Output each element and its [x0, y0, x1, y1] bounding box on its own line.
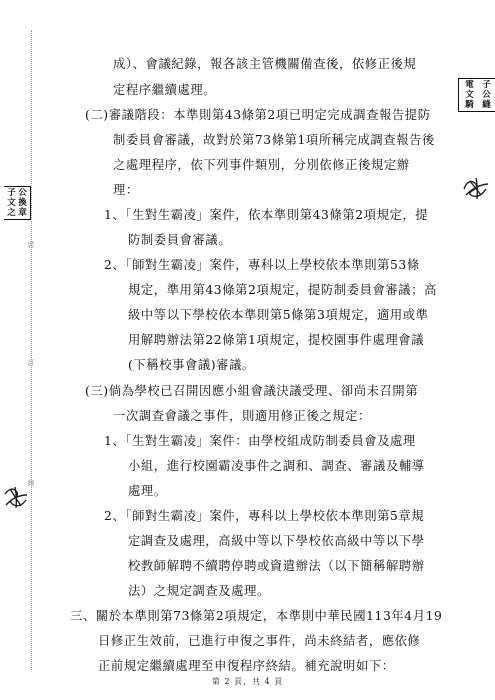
text-line: 之處理程序，依下列事件類別，分別依修正後規定辦: [113, 158, 410, 172]
text-line: 日修正生效前，已進行申復之事件，尚未終結者，應依修: [98, 634, 421, 648]
seal-char: 公: [482, 90, 491, 100]
text-line: 定調查及處理，高級中等以下學校依高級中等以下學: [128, 534, 425, 548]
text-line: 防制委員會審議。: [128, 233, 232, 247]
text-line: (下稱校事會議)審議。: [128, 358, 255, 372]
text-line: 處理。: [128, 484, 167, 498]
signature-scrawl-left: [3, 484, 29, 510]
text-line: 理：: [113, 183, 139, 197]
list-item-1: 1、「生對生霸凌」案件，依本準則第43條第2項規定，提: [104, 208, 429, 222]
seal-char: 之: [7, 208, 16, 218]
binding-mark-ding: 訂: [27, 359, 35, 367]
text-line: 一次調查會議之事件，則適用修正後之規定：: [113, 409, 371, 423]
list-item-2: 2、「師對生霸凌」案件，專科以上學校依本準則第5章規: [104, 509, 425, 523]
seal-stamp-right: [458, 78, 495, 112]
page-footer: 第 2 頁，共 4 頁: [211, 677, 284, 686]
seal-char: 縫: [482, 100, 491, 110]
text-line: 正前規定繼續處理至申復程序終結。補充說明如下：: [98, 659, 395, 673]
text-line: 用解聘辦法第22條第1項規定，提校園事件處理會議: [128, 333, 425, 347]
seal-char: 騎: [465, 100, 474, 110]
seal-char: 換: [18, 198, 27, 208]
seal-char: 電: [465, 80, 474, 90]
section-heading-3: (三)倘為學校已召開因應小組會議決議受理、卻尚未召開第: [85, 384, 419, 398]
text-line: 制委員會審議，故對於第73條第1項所稱完成調查報告後: [113, 133, 435, 147]
signature-scrawl-right: [461, 175, 491, 201]
seal-stamp-left: [4, 186, 31, 220]
text-line: 校教師解聘不續聘停聘或資遣辦法（以下簡稱解聘辦: [128, 559, 425, 573]
seal-char: 子: [482, 80, 491, 90]
seal-char: 文: [7, 198, 16, 208]
binding-mark-zhuang: 裝: [27, 241, 35, 249]
binding-mark-xian: 線: [27, 479, 35, 487]
text-line: 級中等以下學校依本準則第5條第3項規定，適用或準: [128, 308, 429, 322]
list-item-2: 2、「師對生霸凌」案件，專科以上學校依本準則第53條: [104, 258, 420, 272]
text-line: 成）、會議紀錄，報各該主管機關備查後，依修正後規: [113, 57, 417, 71]
seal-char: 章: [18, 208, 27, 218]
text-line: 小組，進行校園霸凌事件之調和、調查、審議及輔導: [128, 459, 425, 473]
text-line: 規定，準用第43條第2項規定，提防制委員會審議；高: [128, 283, 438, 297]
text-line: 法）之規定調查及處理。: [128, 584, 270, 598]
text-line: 定程序繼續處理。: [113, 83, 217, 97]
seal-char: 子: [7, 188, 16, 198]
section-heading-2: (二)審議階段：本準則第43條第2項已明定完成調查報告提防: [85, 108, 431, 122]
list-item-1: 1、「生對生霸凌」案件：由學校組成防制委員會及處理: [104, 434, 416, 448]
section-heading-three: 三、關於本準則第73條第2項規定，本準則中華民國113年4月19: [70, 609, 443, 623]
seal-char: 文: [465, 90, 474, 100]
seal-char: 公: [18, 188, 27, 198]
binding-line: [31, 30, 32, 670]
